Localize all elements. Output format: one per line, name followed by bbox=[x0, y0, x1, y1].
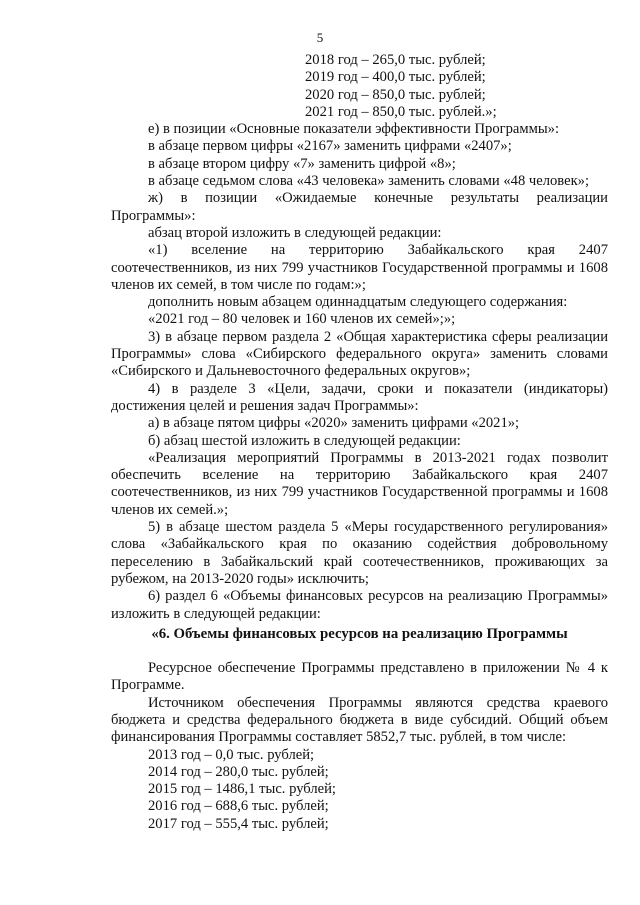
funding-year-line: 2014 год – 280,0 тыс. рублей; bbox=[148, 763, 329, 780]
funding-year-line: 2015 год – 1486,1 тыс. рублей; bbox=[148, 781, 336, 798]
amendment-paragraph: абзац второй изложить в следующей редакции: bbox=[148, 224, 442, 241]
amendment-paragraph: 6) раздел 6 «Объемы финансовых ресурсов на реализацию Программы» изложить в следующей редакции: bbox=[111, 588, 608, 622]
amendment-paragraph: ж) в позиции «Ожидаемые конечные результаты реализации Программы»: bbox=[111, 190, 608, 224]
amendment-paragraph: «Реализация мероприятий Программы в 2013-2021 годах позволит обеспечить вселение на территорию Забайкальского края 2407 соотечественников, из них 799 участников Государственной программы и 1608 членов их семей.»; bbox=[111, 449, 608, 518]
funding-year-line: 2019 год – 400,0 тыс. рублей; bbox=[305, 69, 486, 86]
spacer bbox=[111, 643, 608, 660]
amendment-paragraph: 5) в абзаце шестом раздела 5 «Меры государственного регулирования» слова «Забайкальского края по оказанию содействия добровольному переселению в Забайкальский край соотечественников, проживающих за рубежом, на 2013-2020 годы» исключить; bbox=[111, 519, 608, 587]
amendment-paragraph: «1) вселение на территорию Забайкальского края 2407 соотечественников, из них 799 участников Государственной программы и 1608 членов их семей, в том числе по годам:»; bbox=[111, 242, 608, 293]
amendment-paragraph: в абзаце седьмом слова «43 человека» заменить словами «48 человек»; bbox=[148, 173, 590, 190]
amendment-paragraph: б) абзац шестой изложить в следующей редакции: bbox=[148, 432, 461, 449]
amendment-paragraph: в абзаце первом цифры «2167» заменить цифрами «2407»; bbox=[148, 138, 512, 155]
amendment-paragraph: 4) в разделе 3 «Цели, задачи, сроки и показатели (индикаторы) достижения целей и решения задач Программы»: bbox=[111, 380, 608, 414]
amendment-paragraph: дополнить новым абзацем одиннадцатым следующего содержания: bbox=[148, 294, 568, 311]
amendment-paragraph: в абзаце втором цифру «7» заменить цифрой «8»; bbox=[148, 155, 456, 172]
document-body bbox=[111, 52, 608, 833]
amendment-paragraph: 3) в абзаце первом раздела 2 «Общая характеристика сферы реализации Программы» слова «Сибирского федерального округа» заменить словами «Сибирского и Дальневосточного федеральных округов»; bbox=[111, 328, 608, 380]
funding-year-line: 2013 год – 0,0 тыс. рублей; bbox=[148, 746, 315, 763]
page-number: 5 bbox=[316, 30, 324, 45]
funding-year-line: 2020 год – 850,0 тыс. рублей; bbox=[305, 86, 486, 103]
funding-year-line: 2016 год – 688,6 тыс. рублей; bbox=[148, 798, 329, 815]
funding-year-line: 2017 год – 555,4 тыс. рублей; bbox=[148, 815, 329, 832]
amendment-paragraph: е) в позиции «Основные показатели эффективности Программы»: bbox=[148, 121, 560, 138]
funding-year-line: 2018 год – 265,0 тыс. рублей; bbox=[305, 52, 486, 68]
amendment-paragraph: «2021 год – 80 человек и 160 членов их семей»;»; bbox=[148, 311, 456, 328]
body-paragraph: Источником обеспечения Программы являются средства краевого бюджета и средства федерального бюджета в виде субсидий. Общий объем финансирования Программы составляет 5852,7 тыс. рублей, в том числе: bbox=[111, 694, 608, 746]
amendment-paragraph: а) в абзаце пятом цифры «2020» заменить цифрами «2021»; bbox=[148, 415, 520, 432]
funding-year-line: 2021 год – 850,0 тыс. рублей.»; bbox=[305, 103, 497, 120]
body-paragraph: Ресурсное обеспечение Программы представлено в приложении № 4 к Программе. bbox=[111, 660, 608, 694]
section-heading: «6. Объемы финансовых ресурсов на реализацию Программы bbox=[151, 625, 568, 642]
